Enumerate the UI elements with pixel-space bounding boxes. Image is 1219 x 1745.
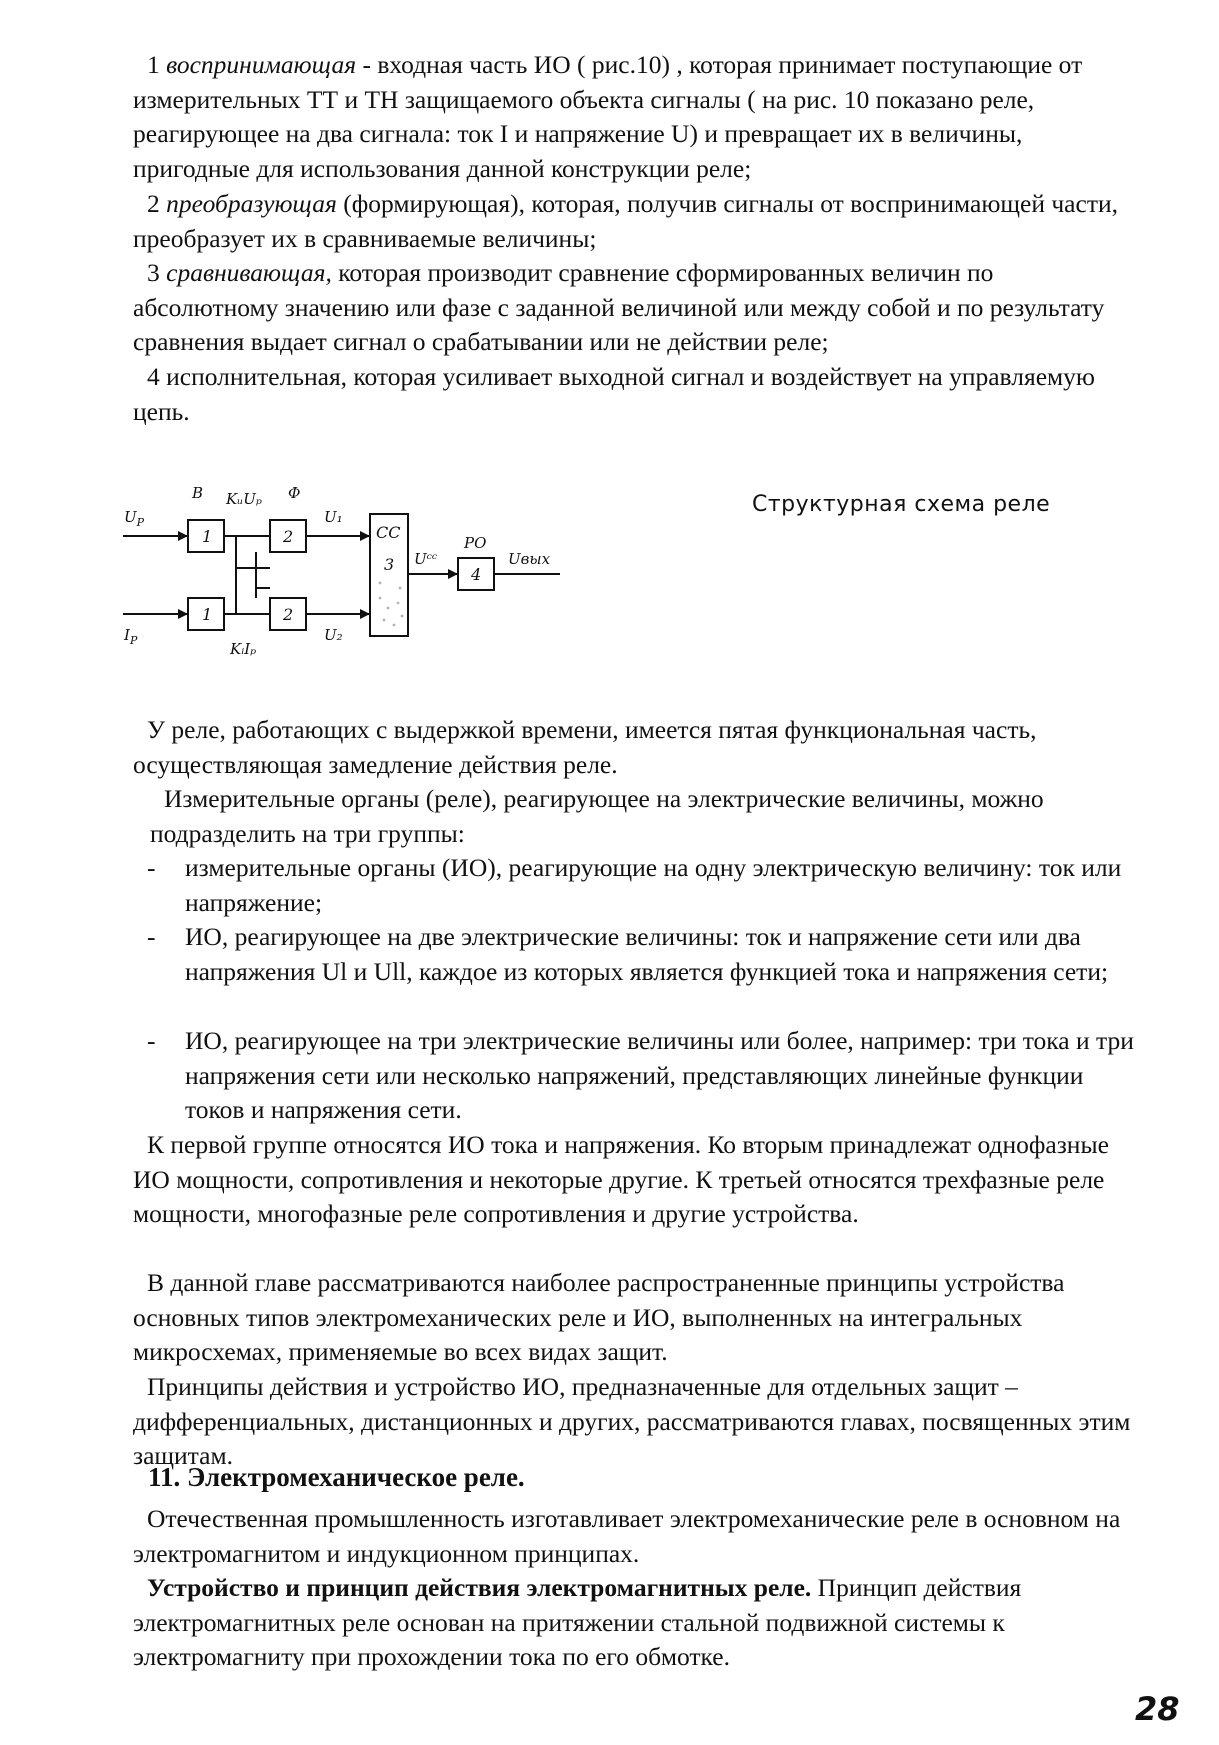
diagram-caption: Структурная схема реле: [752, 492, 1051, 517]
label-u1: U₁: [324, 508, 343, 526]
block-2-bottom-label: 2: [283, 605, 294, 624]
block-3-number: 3: [384, 555, 395, 574]
list-item: - ИО, реагирующее на три электрические величины или более, например: три тока и три напряжения сети или несколько напряжений, представляющих линейные функции токов и напряжения сети.: [147, 1026, 1134, 1124]
relay-structure-diagram: [118, 478, 578, 668]
section-heading: 11. Электромеханическое реле.: [148, 1462, 525, 1492]
list-item: - измерительные органы (ИО), реагирующие на одну электрическую величину: ток или напряжение;: [147, 853, 1122, 917]
term-perceiving: воспринимающая: [166, 50, 357, 79]
paragraph-chapter-scope: В данной главе рассматриваются наиболее распространенные принципы устройства основных типов электромеханических реле и ИО, выполненных на интегральных микросхемах, применяемые во всех видах защит.: [133, 1268, 1065, 1366]
label-ip: $I_P$: [124, 626, 138, 647]
paragraph-executive-part: 4 исполнительная, которая усиливает выходной сигнал и воздействует на управляемую цепь.: [133, 362, 1095, 426]
block-4-label: 4: [471, 565, 482, 584]
term-comparing: сравнивающая,: [166, 258, 332, 287]
label-uvyh: Uвых: [508, 550, 551, 568]
label-kiip: KᵢIₚ: [230, 640, 257, 658]
paragraph-groups-intro: Измерительные органы (реле), реагирующее на электрические величины, можно подразделить на три группы:: [150, 784, 1044, 848]
paragraph-converting-part: 2 преобразующая (формирующая), которая, получив сигналы от воспринимающей части, преобразует их в сравниваемые величины;: [133, 189, 1118, 253]
block-3-label: CC: [376, 523, 401, 542]
block-1-bottom-label: 1: [202, 605, 213, 624]
label-b: B: [192, 484, 204, 502]
bold-lead-in: Устройство и принцип действия электромагнитных реле.: [147, 1573, 812, 1602]
label-u2: U₂: [324, 626, 343, 644]
paragraph-industry: Отечественная промышленность изготавливает электромеханические реле в основном на электромагнитом и индукционном принципах.: [133, 1504, 1121, 1568]
label-up: $U_P$: [124, 508, 145, 529]
paragraph-comparing-part: 3 сравнивающая, которая производит сравнение сформированных величин по абсолютному значению или фазе с заданной величиной или между собой и по результату сравнения выдает сигнал о срабатывании или не действии реле;: [133, 258, 1105, 356]
label-kuup: KᵤUₚ: [226, 490, 262, 508]
paragraph-time-delay: У реле, работающих с выдержкой времени, имеется пятая функциональная часть, осуществляющая замедление действия реле.: [133, 715, 1037, 779]
block-2-top-label: 2: [283, 527, 294, 546]
label-f: Ф: [288, 484, 301, 502]
paragraph-groups-detail: К первой группе относятся ИО тока и напряжения. Ко вторым принадлежат однофазные ИО мощности, сопротивления и некоторые другие. К третьей относятся трехфазные реле мощности, многофазные реле сопротивления и другие устройства.: [133, 1130, 1109, 1228]
block-1-top-label: 1: [202, 527, 213, 546]
page-number: 28: [1135, 1690, 1180, 1728]
paragraph-principles: Принципы действия и устройство ИО, предназначенные для отдельных защит – дифференциальных, дистанционных и других, рассматриваются главах, посвященных этим защитам.: [133, 1372, 1131, 1470]
term-converting: преобразующая: [166, 189, 337, 218]
label-ucc: Uᶜᶜ: [414, 550, 438, 568]
list-item: - ИО, реагирующее на две электрические величины: ток и напряжение сети или два напряжения Ul и Ull, каждое из которых является функцией тока и напряжения сети;: [147, 922, 1109, 986]
label-ro: PO: [464, 534, 487, 552]
paragraph-perceiving-part: 1 воспринимающая - входная часть ИО ( рис.10) , которая принимает поступающие от измерительных ТТ и ТН защищаемого объекта сигналы ( на рис. 10 показано реле, реагирующее на два сигнала: ток I и напряжение U) и превращает их в величины, пригодные для использования данной конструкции реле;: [133, 50, 1083, 183]
paragraph-electromagnetic-principle: Устройство и принцип действия электромагнитных реле. Принцип действия электромагнитных реле основан на притяжении стальной подвижной системы к электромагниту при прохождении тока по его обмотке.: [133, 1573, 1022, 1671]
